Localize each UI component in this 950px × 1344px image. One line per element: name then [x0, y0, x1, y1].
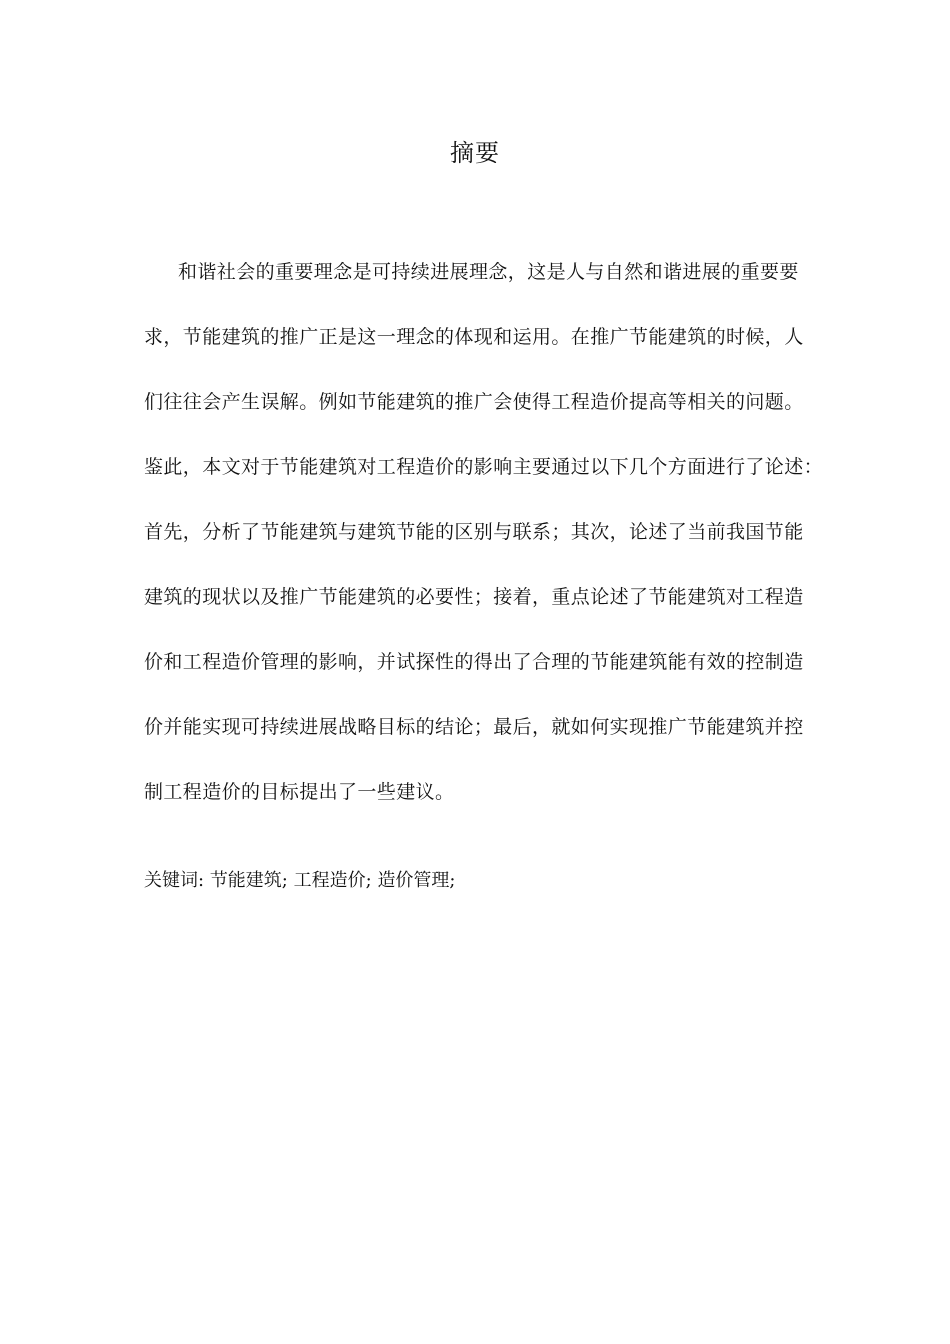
abstract-line: 首先，分析了节能建筑与建筑节能的区别与联系；其次，论述了当前我国节能 [144, 521, 804, 543]
abstract-line: 和谐社会的重要理念是可持续进展理念，这是人与自然和谐进展的重要要 [178, 261, 799, 283]
keyword-item: 造价管理; [377, 870, 456, 891]
abstract-line: 建筑的现状以及推广节能建筑的必要性；接着，重点论述了节能建筑对工程造 [144, 586, 804, 608]
abstract-line: 鉴此，本文对于节能建筑对工程造价的影响主要通过以下几个方面进行了论述： [144, 456, 824, 478]
keyword-item: 节能建筑; [209, 870, 288, 891]
page-title: 摘要 [450, 139, 500, 167]
abstract-line: 求，节能建筑的推广正是这一理念的体现和运用。在推广节能建筑的时候，人 [144, 326, 804, 348]
abstract-line: 价和工程造价管理的影响，并试探性的得出了合理的节能建筑能有效的控制造 [144, 651, 804, 673]
abstract-line: 制工程造价的目标提出了一些建议。 [144, 781, 455, 803]
keyword-item: 工程造价; [293, 870, 372, 891]
keywords-label: 关键词: [144, 870, 205, 891]
abstract-line: 们往往会产生误解。例如节能建筑的推广会使得工程造价提高等相关的问题。 [144, 391, 804, 413]
abstract-line: 价并能实现可持续进展战略目标的结论；最后，就如何实现推广节能建筑并控 [144, 716, 804, 738]
abstract-body [144, 240, 824, 825]
keywords-line [144, 866, 818, 896]
